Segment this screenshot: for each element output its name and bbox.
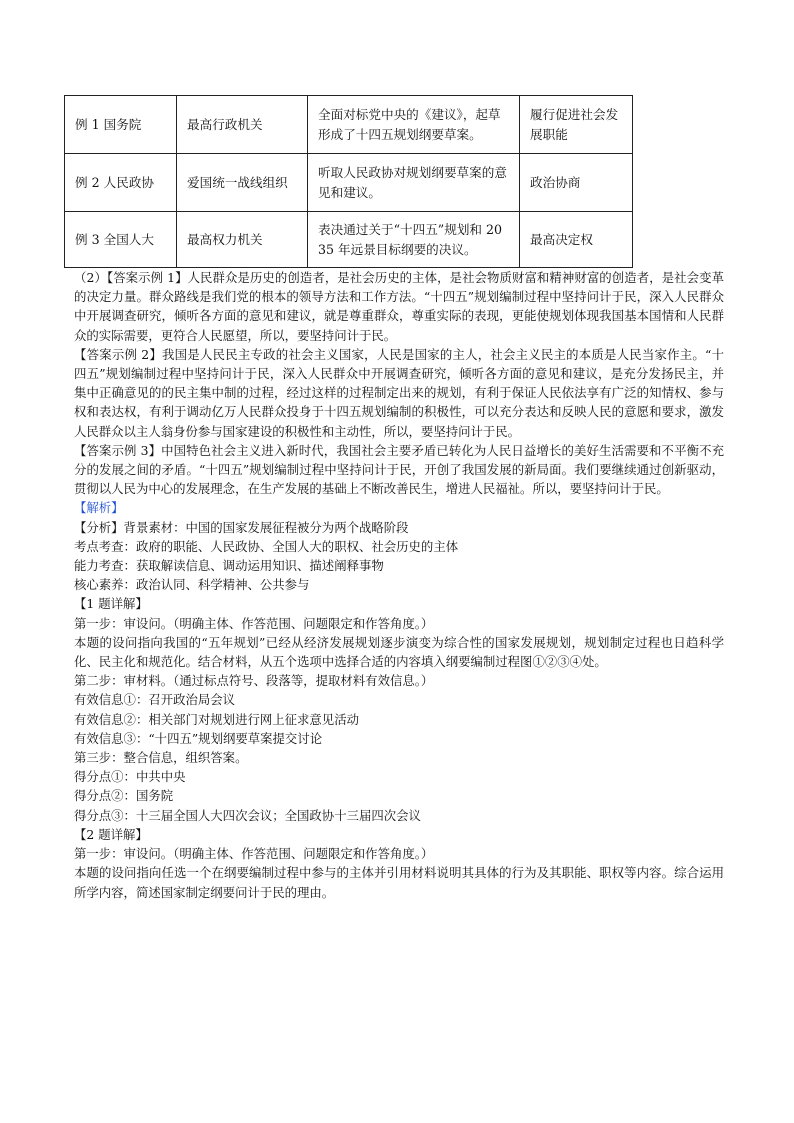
analysis-line: 得分点①：中共中央 [74,769,186,785]
analysis-line: 第三步：整合信息，组织答案。 [74,750,248,766]
analysis-line: 第二步：审材料。（通过标点符号、段落等，提取材料有效信息。） [74,673,434,689]
analysis-line: 有效信息②：相关部门对规划进行网上征求意见活动 [74,711,359,727]
analysis-line: 得分点③：十三届全国人大四次会议；全国政协十三届四次会议 [74,807,421,823]
table-cell: 最高决定权 [520,212,633,268]
analysis-line: 有效信息③：“十四五”规划纲要草案提交讨论 [74,730,323,746]
table-cell: 最高权力机关 [177,212,308,268]
table-row [65,96,633,154]
table-row [65,154,633,212]
analysis-line: 本题的设问指向任选一个在纲要编制过程中参与的主体并引用材料说明其具体的行为及其职能、职权等内容。综合运用所学内容，简述国家制定纲要问计于民的理由。 [74,865,724,900]
analysis-line: 有效信息①：召开政治局会议 [74,692,236,708]
table-cell: 全面对标党中央的《建议》，起草形成了十四五规划纲要草案。 [308,96,520,154]
table-row [65,212,633,268]
table-cell: 表决通过关于“十四五”规划和 2035 年远景目标纲要的决议。 [308,212,520,268]
answer-example-1: （2）【答案示例 1】人民群众是历史的创造者，是社会历史的主体，是社会物质财富和精神财富的创造者，是社会变革的决定力量。群众路线是我们党的根本的领导方法和工作方法。“十四五”规划编制过程中坚持问计于民，深入人民群众中开展调查研究，倾听各方面的意见和建议，就是尊重群众，尊重实际的表现，更能使规划体现我国基本国情和人民群众的实际需要，更符合人民愿望，所以，要坚持问计于民。 [74,270,724,343]
table-cell: 政治协商 [520,154,633,212]
table-cell: 履行促进社会发展职能 [520,96,633,154]
analysis-line: 考点考查：政府的职能、人民政协、全国人大的职权、社会历史的主体 [74,538,459,554]
table-cell: 例 3 全国人大 [65,212,177,268]
analysis-line: 得分点②：国务院 [74,788,174,804]
analysis-line: 本题的设问指向我国的“五年规划”已经从经济发展规划逐步演变为综合性的国家发展规划，规划制定过程也日趋科学化、民主化和规范化。结合材料，从五个选项中选择合适的内容填入纲要编制过程图①②③④处。 [74,634,724,670]
analysis-line: 核心素养：政治认同、科学精神、公共参与 [74,577,310,593]
table-cell: 例 2 人民政协 [65,154,177,212]
analysis-heading: 【解析】 [74,500,124,516]
analysis-line: 第一步：审设问。（明确主体、作答范围、问题限定和作答角度。） [74,615,434,631]
analysis-line: 能力考查：获取解读信息、调动运用知识、描述阐释事物 [74,558,384,574]
table-cell: 例 1 国务院 [65,96,177,154]
analysis-line: 【分析】背景素材：中国的国家发展征程被分为两个战略阶段 [74,519,409,535]
answer-table [64,95,633,268]
answer-example-2: 【答案示例 2】我国是人民民主专政的社会主义国家，人民是国家的主人，社会主义民主的本质是人民当家作主。“十四五”规划编制过程中坚持问计于民，深入人民群众中开展调查研究，倾听各方面的意见和建议，是充分发扬民主，并集中正确意见的的民主集中制的过程，经过这样的过程制定出来的规划，有利于保证人民依法享有广泛的知情权、参与权和表达权，有利于调动亿万人民群众投身于十四五规划编制的积极性，可以充分表达和反映人民的意愿和要求，激发人民群众以主人翁身份参与国家建设的积极性和主动性，所以，要坚持问计于民。 [74,346,724,439]
answer-example-3: 【答案示例 3】中国特色社会主义进入新时代，我国社会主要矛盾已转化为人民日益增长的美好生活需要和不平衡不充分的发展之间的矛盾。“十四五”规划编制过程中坚持问计于民，开创了我国发展的新局面。我们要继续通过创新驱动，贯彻以人民为中心的发展理念，在生产发展的基础上不断改善民生，增进人民福祉。所以，要坚持问计于民。 [74,442,724,497]
question-1-heading: 【1 题详解】 [74,596,148,612]
table-cell: 爱国统一战线组织 [177,154,308,212]
table-cell: 最高行政机关 [177,96,308,154]
answer-body [74,268,724,902]
analysis-line: 第一步：审设问。（明确主体、作答范围、问题限定和作答角度。） [74,846,434,862]
table-cell: 听取人民政协对规划纲要草案的意见和建议。 [308,154,520,212]
question-2-heading: 【2 题详解】 [74,826,148,842]
